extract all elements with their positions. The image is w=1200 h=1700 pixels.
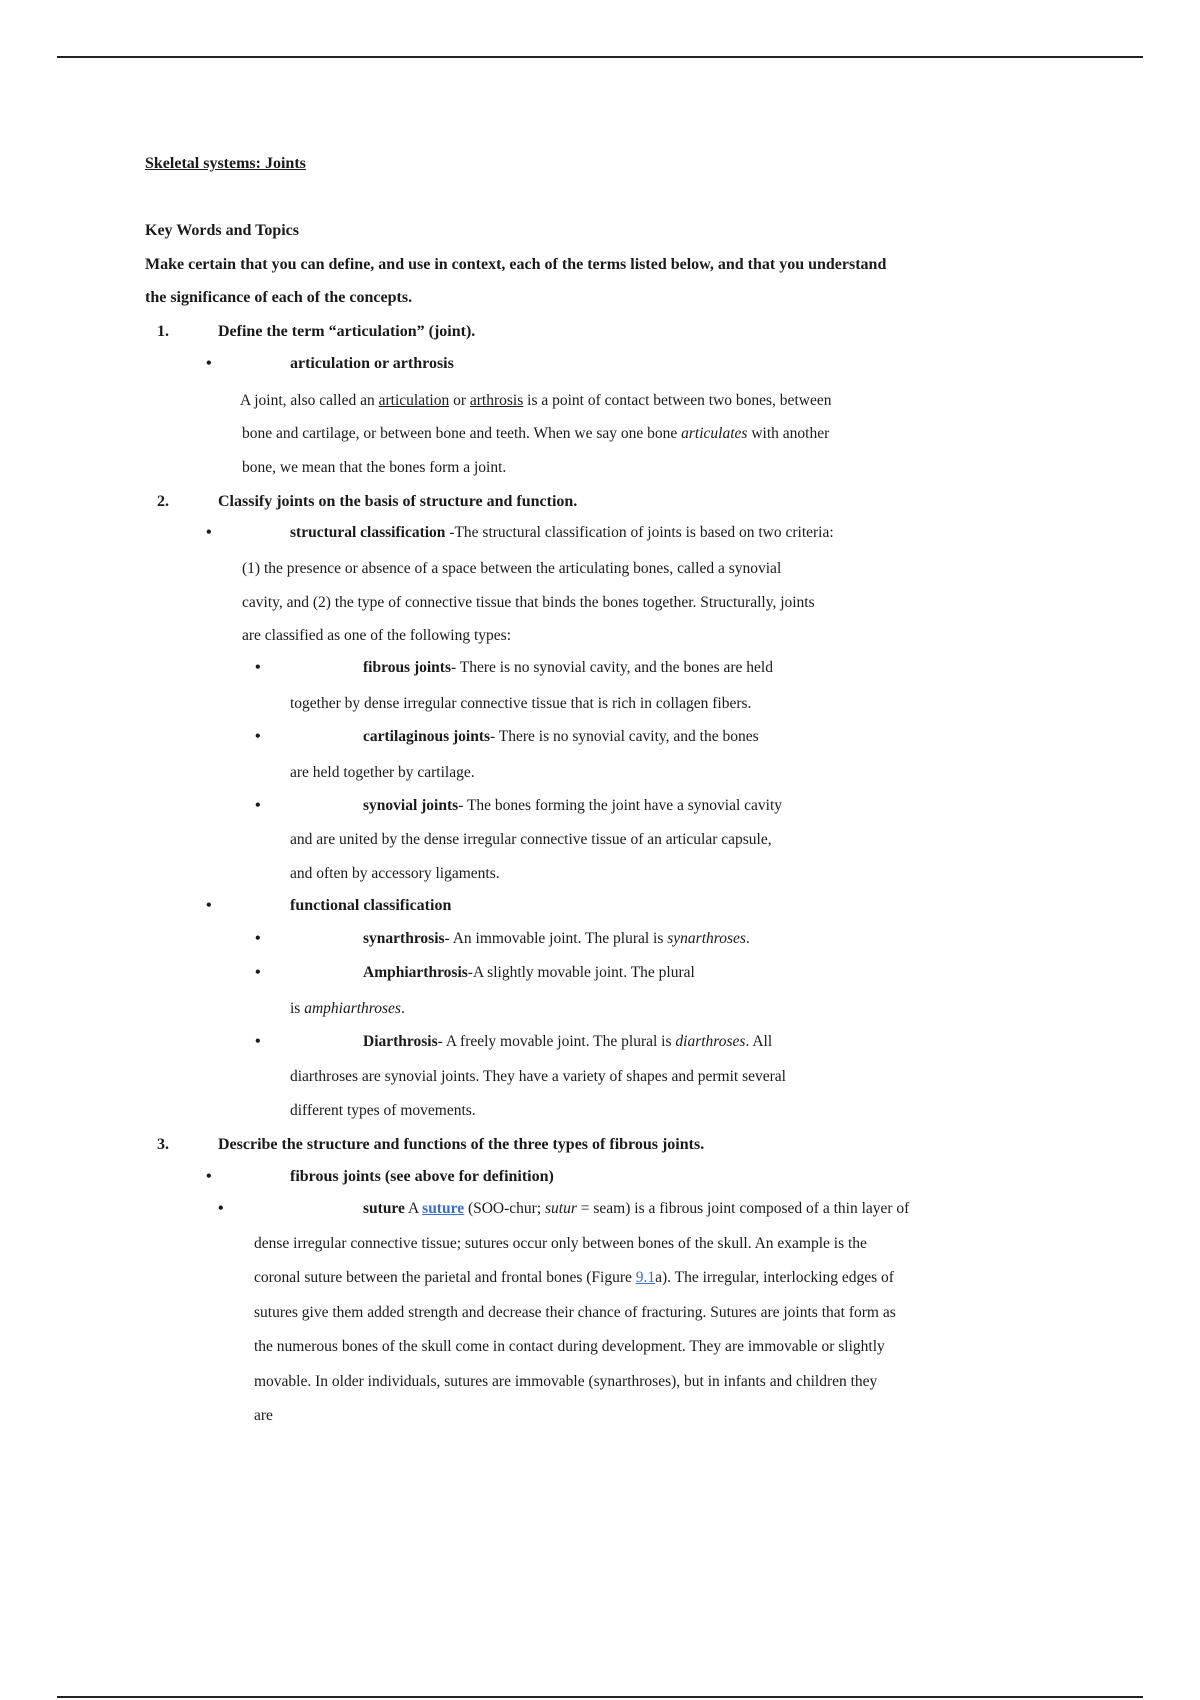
text-run: (SOO-chur; [464, 1200, 546, 1217]
diarthroses-italic: diarthroses [675, 1033, 746, 1050]
bullet: • [255, 964, 261, 981]
structural-classification-line-1 [290, 524, 834, 542]
text-run: A joint, also called an [240, 392, 379, 409]
diarthrosis-term: Diarthrosis [363, 1033, 438, 1050]
articulation-paragraph-line-3: bone, we mean that the bones form a joint. [242, 459, 507, 476]
bullet: • [218, 1200, 224, 1217]
text-run: . All [745, 1033, 773, 1050]
instructions-line-2: the significance of each of the concepts. [145, 289, 413, 306]
bullet: • [255, 659, 261, 676]
top-rule [57, 56, 1143, 58]
suture-line-7: are [254, 1407, 273, 1424]
suture-line-3 [254, 1269, 894, 1287]
fibrous-joints-line-2: together by dense irregular connective tissue that is rich in collagen fibers. [290, 695, 752, 712]
bullet: • [255, 797, 261, 814]
suture-line-6: movable. In older individuals, sutures are immovable (synarthroses), but in infants and children they [254, 1373, 878, 1390]
bullet: • [206, 897, 212, 914]
document-title: Skeletal systems: Joints [145, 155, 306, 172]
text-run: - A freely movable joint. The plural is [437, 1033, 676, 1050]
text-run: A [404, 1200, 423, 1217]
text-run: = seam) is a fibrous joint composed of a thin layer of [576, 1200, 910, 1217]
articulates-italic: articulates [681, 425, 748, 442]
diarthrosis-line-3: different types of movements. [290, 1102, 476, 1119]
suture-line-4: sutures give them added strength and decrease their chance of fracturing. Sutures are joints that form as [254, 1304, 896, 1321]
diarthrosis-line-1 [363, 1033, 772, 1051]
synarthrosis-term: synarthrosis [363, 930, 445, 947]
fibrous-joints-term: fibrous joints [363, 659, 451, 676]
cartilaginous-joints-term: cartilaginous joints [363, 728, 491, 745]
fibrous-joints-line-1 [363, 659, 773, 677]
text-run: a). The irregular, interlocking edges of [655, 1269, 894, 1286]
text-run: -A slightly movable joint. The plural [467, 964, 695, 981]
text-run: with another [747, 425, 830, 442]
bullet: • [255, 930, 261, 947]
bottom-rule [57, 1696, 1143, 1698]
text-run: . [400, 1000, 405, 1017]
synarthrosis-line [363, 930, 750, 948]
suture-line-1 [363, 1200, 909, 1218]
structural-classification-line-2: (1) the presence or absence of a space between the articulating bones, called a synovial [242, 560, 782, 577]
amphiarthrosis-line-2 [290, 1000, 405, 1018]
sutur-italic: sutur [545, 1200, 577, 1217]
section-3-number: 3. [157, 1136, 169, 1153]
fibrous-joints-subheading: fibrous joints (see above for definition) [290, 1168, 554, 1185]
text-run: is [290, 1000, 305, 1017]
amphiarthrosis-term: Amphiarthrosis [363, 964, 468, 981]
bullet: • [255, 1033, 261, 1050]
text-run: - There is no synovial cavity, and the bones are held [451, 659, 773, 676]
text-run: - There is no synovial cavity, and the bones [490, 728, 759, 745]
structural-classification-term: structural classification [290, 524, 450, 541]
suture-line-2: dense irregular connective tissue; sutures occur only between bones of the skull. An example is the [254, 1235, 867, 1252]
section-3-heading: Describe the structure and functions of the three types of fibrous joints. [218, 1136, 705, 1153]
synovial-joints-line-3: and often by accessory ligaments. [290, 865, 500, 882]
text-run: or [449, 392, 470, 409]
text-run: bone and cartilage, or between bone and teeth. When we say one bone [242, 425, 682, 442]
section-2-heading: Classify joints on the basis of structure and function. [218, 493, 578, 510]
articulation-underlined: articulation [378, 392, 450, 409]
articulation-paragraph-line-2 [242, 425, 829, 443]
structural-classification-line-3: cavity, and (2) the type of connective tissue that binds the bones together. Structurally, joints [242, 594, 815, 611]
synovial-joints-line-1 [363, 797, 782, 815]
functional-classification-term: functional classification [290, 897, 452, 914]
articulation-paragraph-line-1 [240, 392, 831, 410]
section-1-heading: Define the term “articulation” (joint). [218, 323, 476, 340]
suture-link[interactable]: suture [422, 1200, 465, 1217]
synovial-joints-term: synovial joints [363, 797, 459, 814]
bullet: • [206, 1168, 212, 1185]
text-run: coronal suture between the parietal and frontal bones (Figure [254, 1269, 636, 1286]
text-run: is a point of contact between two bones, between [523, 392, 832, 409]
figure-9-1-link[interactable]: 9.1 [635, 1269, 656, 1286]
synovial-joints-line-2: and are united by the dense irregular connective tissue of an articular capsule, [290, 831, 772, 848]
arthrosis-underlined: arthrosis [469, 392, 524, 409]
articulation-term: articulation or arthrosis [290, 355, 454, 372]
section-2-number: 2. [157, 493, 169, 510]
bullet: • [206, 524, 212, 541]
text-run: . [745, 930, 750, 947]
cartilaginous-joints-line-2: are held together by cartilage. [290, 764, 475, 781]
suture-term: suture [363, 1200, 405, 1217]
text-run: - The bones forming the joint have a synovial cavity [458, 797, 783, 814]
bullet: • [255, 728, 261, 745]
structural-classification-line-4: are classified as one of the following types: [242, 627, 512, 644]
diarthrosis-line-2: diarthroses are synovial joints. They have a variety of shapes and permit several [290, 1068, 786, 1085]
text-run: - An immovable joint. The plural is [444, 930, 668, 947]
amphiarthroses-italic: amphiarthroses [304, 1000, 401, 1017]
cartilaginous-joints-line-1 [363, 728, 759, 746]
text-run: -The structural classification of joints is based on two criteria: [449, 524, 834, 541]
bullet: • [206, 355, 212, 372]
instructions-line-1: Make certain that you can define, and use in context, each of the terms listed below, and that you understand [145, 256, 887, 273]
key-words-heading: Key Words and Topics [145, 222, 299, 239]
section-1-number: 1. [157, 323, 169, 340]
suture-line-5: the numerous bones of the skull come in contact during development. They are immovable or slightly [254, 1338, 885, 1355]
amphiarthrosis-line-1 [363, 964, 695, 982]
synarthroses-italic: synarthroses [667, 930, 746, 947]
